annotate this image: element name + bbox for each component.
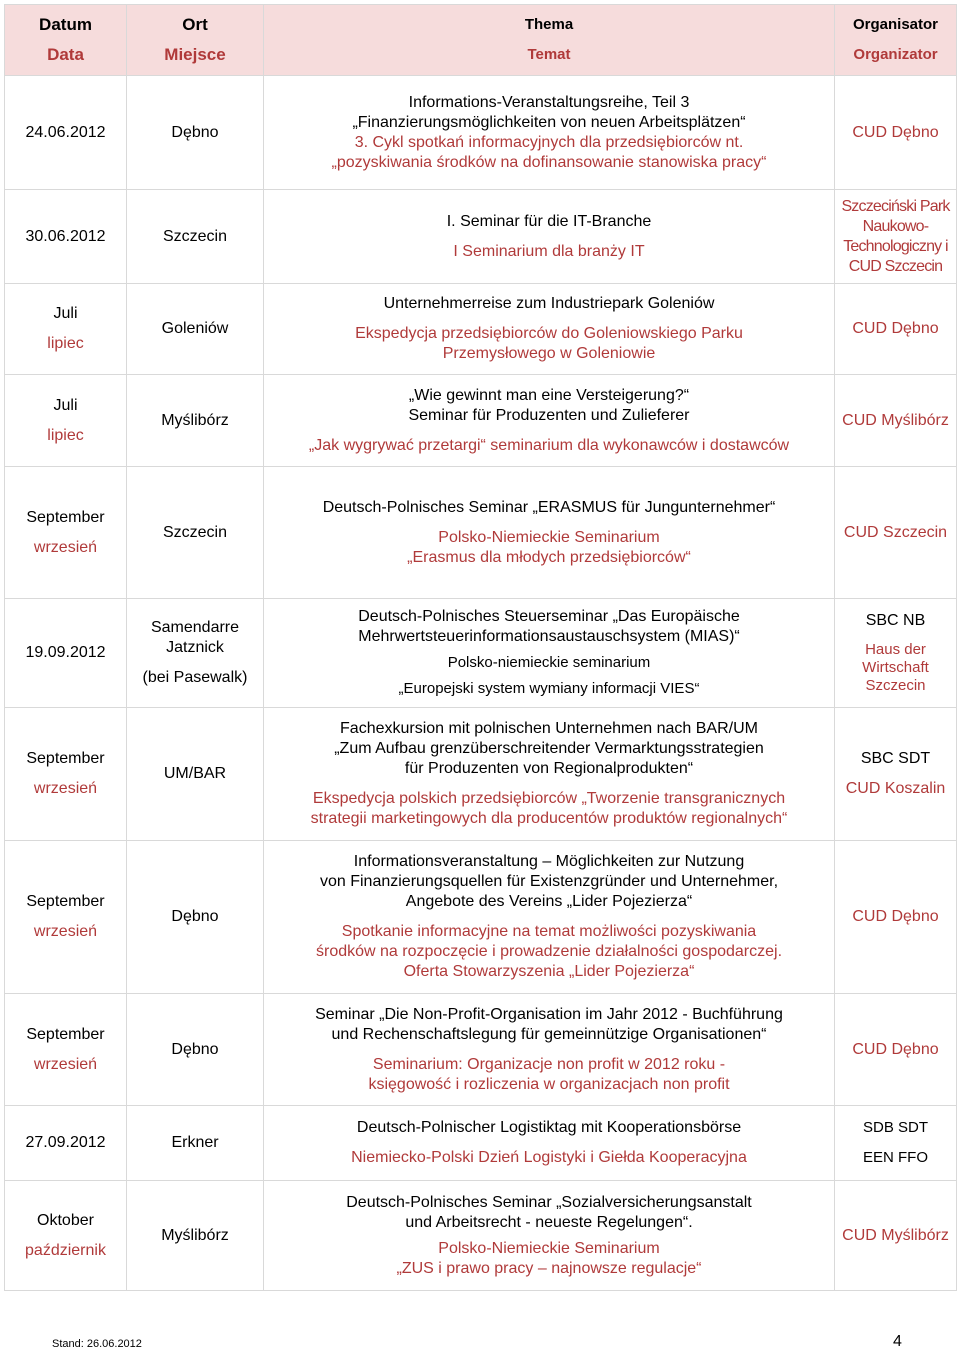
event-organizer: CUD Dębno [835,76,957,190]
event-organizer: CUD Szczecin [835,467,957,599]
event-date: 19.09.2012 [5,599,127,708]
event-topic: Fachexkursion mit polnischen Unternehmen nach BAR/UM „Zum Aufbau grenzüberschreitender Vermarktungsstrategien für Produzenten von Regionalprodukten“ Ekspedycja polskich przedsiębiorców „Tworzenie transgranicznych strategii marketingowych dla producentów produktów regionalnych“ [264,708,835,841]
event-date: September wrzesień [5,708,127,841]
header-date: Datum Data [5,5,127,76]
header-topic: Thema Temat [264,5,835,76]
event-date: Oktober październik [5,1181,127,1291]
table-row [5,1181,957,1291]
event-date: September wrzesień [5,841,127,994]
event-organizer: CUD Dębno [835,841,957,994]
event-date: September wrzesień [5,994,127,1106]
event-place: Szczecin [127,190,264,284]
event-place: Dębno [127,841,264,994]
event-date: Juli lipiec [5,284,127,375]
event-topic: Informationsveranstaltung – Möglichkeiten zur Nutzung von Finanzierungsquellen für Existenzgründer und Unternehmer, Angebote des Vereins „Lider Pojezierza“ Spotkanie informacyjne na temat możliwości pozyskiwania środków na rozpoczęcie i prowadzenie działalności gospodarczej. Oferta Stowarzyszenia „Lider Pojezierza“ [264,841,835,994]
event-organizer: CUD Myślibórz [835,1181,957,1291]
event-place: Dębno [127,994,264,1106]
page-number: 4 [893,1333,902,1350]
table-row [5,994,957,1106]
event-topic: I. Seminar für die IT-Branche I Seminarium dla branży IT [264,190,835,284]
event-organizer: CUD Dębno [835,994,957,1106]
table-row [5,284,957,375]
table-row [5,190,957,284]
event-topic: Deutsch-Polnischer Logistiktag mit Kooperationsbörse Niemiecko-Polski Dzień Logistyki i Giełda Kooperacyjna [264,1106,835,1181]
event-place: Dębno [127,76,264,190]
table-row [5,467,957,599]
header-organizer: Organisator Organizator [835,5,957,76]
event-date: September wrzesień [5,467,127,599]
event-place: Myślibórz [127,1181,264,1291]
event-organizer: CUD Dębno [835,284,957,375]
event-place: Szczecin [127,467,264,599]
event-place: UM/BAR [127,708,264,841]
event-organizer: Szczeciński Park Naukowo- Technologiczny i CUD Szczecin [835,190,957,284]
event-schedule-table [4,4,957,1291]
event-organizer: SDB SDT EEN FFO [835,1106,957,1181]
footer-stand-date: Stand: 26.06.2012 [52,1338,142,1350]
table-row [5,599,957,708]
event-organizer: CUD Myślibórz [835,375,957,467]
event-topic: Deutsch-Polnisches Seminar „ERASMUS für Jungunternehmer“ Polsko-Niemieckie Seminarium „Erasmus dla młodych przedsiębiorców“ [264,467,835,599]
event-topic: Unternehmerreise zum Industriepark Goleniów Ekspedycja przedsiębiorców do Goleniowskiego Parku Przemysłowego w Goleniowie [264,284,835,375]
event-place: Myślibórz [127,375,264,467]
event-place: Samendarre Jatznick (bei Pasewalk) [127,599,264,708]
table-row [5,841,957,994]
event-place: Goleniów [127,284,264,375]
event-date: 30.06.2012 [5,190,127,284]
table-row [5,1106,957,1181]
event-topic: „Wie gewinnt man eine Versteigerung?“ Seminar für Produzenten und Zulieferer „Jak wygrywać przetargi“ seminarium dla wykonawców i dostawców [264,375,835,467]
event-date: 24.06.2012 [5,76,127,190]
event-topic: Seminar „Die Non-Profit-Organisation im Jahr 2012 - Buchführung und Rechenschaftslegung für gemeinnützige Organisationen“ Seminarium: Organizacje non profit w 2012 roku - księgowość i rozliczenia w organizacjach non profit [264,994,835,1106]
table-header-row [5,5,957,76]
event-organizer: SBC SDT CUD Koszalin [835,708,957,841]
event-place: Erkner [127,1106,264,1181]
event-date: Juli lipiec [5,375,127,467]
event-topic: Informations-Veranstaltungsreihe, Teil 3 „Finanzierungsmöglichkeiten von neuen Arbeitsplätzen“ 3. Cykl spotkań informacyjnych dla przedsiębiorców nt. „pozyskiwania środków na dofinansowanie stanowiska pracy“ [264,76,835,190]
header-place: Ort Miejsce [127,5,264,76]
table-row [5,76,957,190]
event-topic: Deutsch-Polnisches Seminar „Sozialversicherungsanstalt und Arbeitsrecht - neueste Regelungen“. Polsko-Niemieckie Seminarium „ZUS i prawo pracy – najnowsze regulacje“ [264,1181,835,1291]
event-organizer: SBC NB Haus der Wirtschaft Szczecin [835,599,957,708]
table-row [5,375,957,467]
event-topic: Deutsch-Polnisches Steuerseminar „Das Europäische Mehrwertsteuerinformationsaustauschsystem (MIAS)“ Polsko-niemieckie seminarium „Europejski system wymiany informacji VIES“ [264,599,835,708]
table-row [5,708,957,841]
event-date: 27.09.2012 [5,1106,127,1181]
